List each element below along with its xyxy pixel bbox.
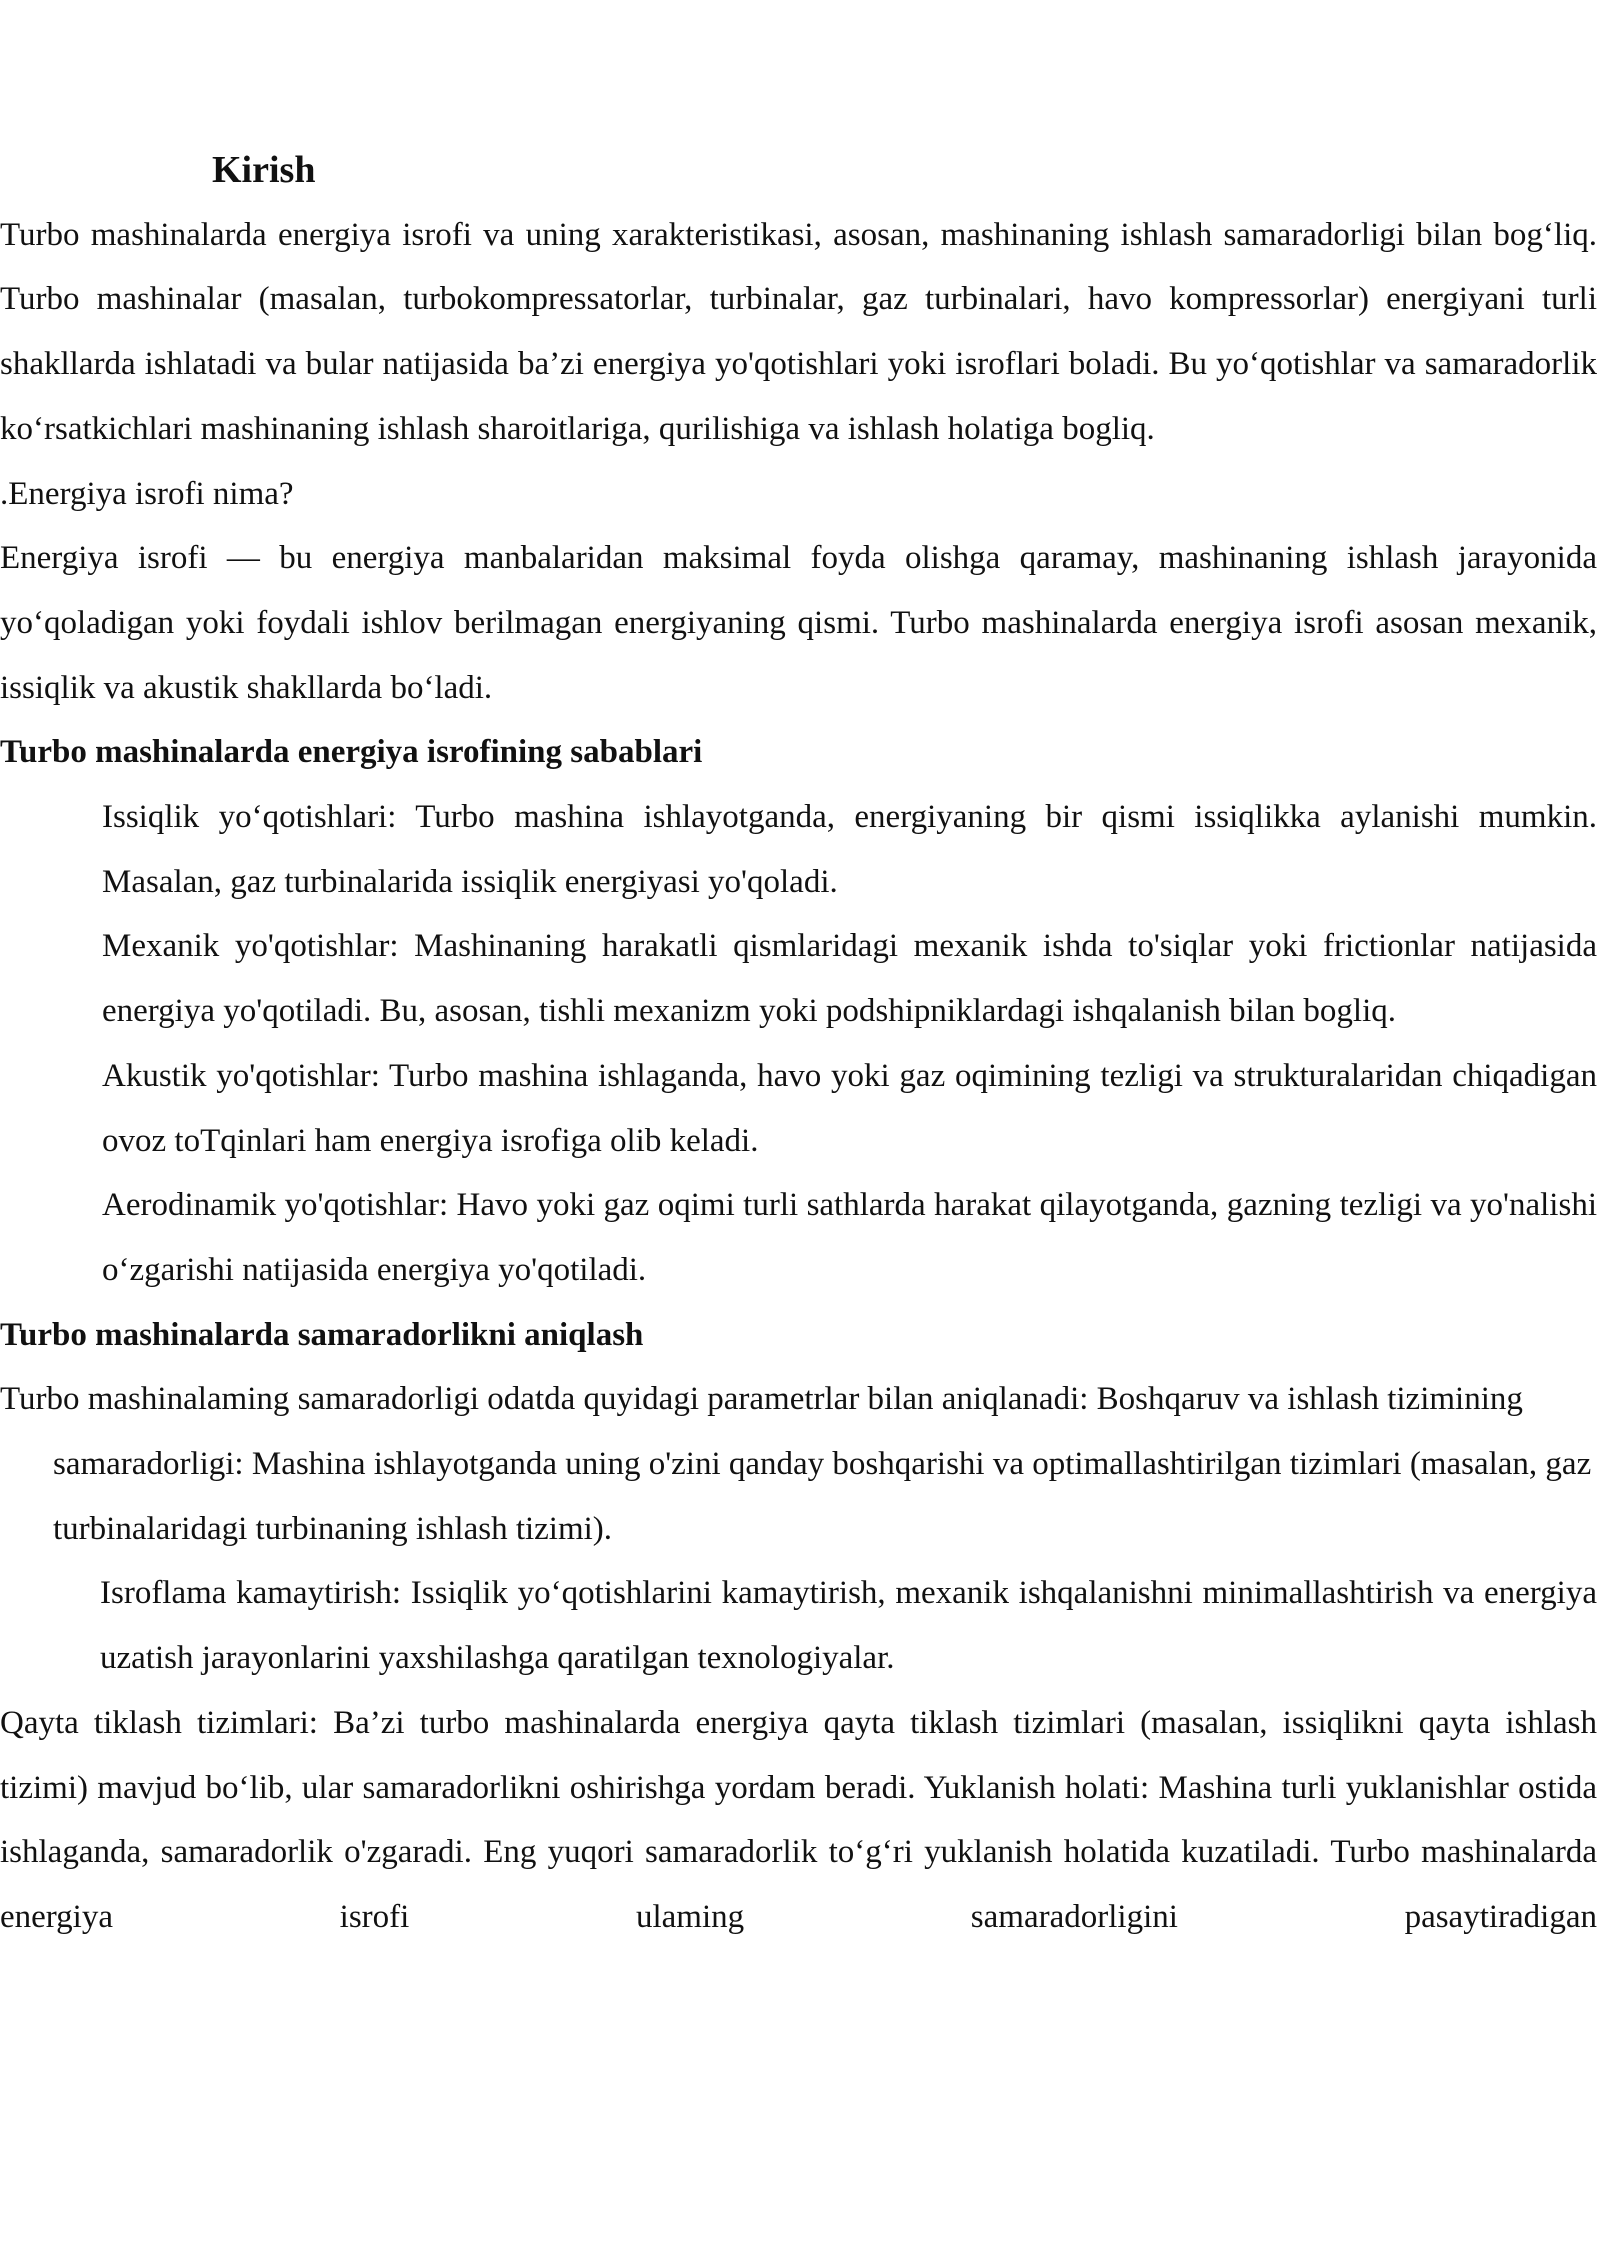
question-line: .Energiya isrofi nima?: [0, 475, 294, 512]
recovery-paragraph: Qayta tiklash tizimlari: Ba’zi turbo mashinalarda energiya qayta tiklash tizimlari (masalan, issiqlikni qayta ishlash tizimi) mavjud bo‘lib, ular samaradorlikni oshirishga yordam beradi. Yuklanish holati: Mashina turli yuklanishlar ostida ishlaganda, samaradorlik o'zgaradi. Eng yuqori samaradorlik to‘g‘ri yuklanish holatida kuzatiladi. Turbo mashinalarda energiya isrofi ulaming samaradorligini pasaytiradigan: [0, 1704, 1597, 1935]
reduction-paragraph: Isroflama kamaytirish: Issiqlik yo‘qotishlarini kamaytirish, mexanik ishqalanishni minimallashtirish va energiya uzatish jarayonlarini yaxshilashga qaratilgan texnologiyalar.: [100, 1575, 1597, 1677]
intro-paragraph: Turbo mashinalarda energiya isrofi va uning xarakteristikasi, asosan, mashinaning ishlash samaradorligi bilan bog‘liq. Turbo mashinalar (masalan, turbokompressatorlar, turbinalar, gaz turbinalari, havo kompressorlar) energiyani turli shakllarda ishlatadi va bular natijasida ba’zi energiya yo'qotishlari yoki isroflari boladi. Bu yo‘qotishlar va samaradorlik ko‘rsatkichlari mashinaning ishlash sharoitlariga, qurilishiga va ishlash holatiga bogliq.: [0, 216, 1597, 447]
document-body: [0, 138, 1597, 1950]
heading-efficiency: Turbo mashinalarda samaradorlikni aniqlash: [0, 1316, 644, 1353]
cause-aerodynamic-loss: Aerodinamik yo'qotishlar: Havo yoki gaz oqimi turli sathlarda harakat qilayotganda, gazning tezligi va yo'nalishi o‘zgarishi natijasida energiya yo'qotiladi.: [102, 1187, 1597, 1288]
cause-mechanical-loss: Mexanik yo'qotishlar: Mashinaning harakatli qismlaridagi mexanik ishda to'siqlar yoki frictionlar natijasida energiya yo'qotiladi. Bu, asosan, tishli mexanizm yoki podshipniklardagi ishqalanish bilan bogliq.: [102, 928, 1597, 1030]
cause-acoustic-loss: Akustik yo'qotishlar: Turbo mashina ishlaganda, havo yoki gaz oqimining tezligi va strukturalaridan chiqadigan ovoz toTqinlari ham energiya isrofiga olib keladi.: [102, 1057, 1597, 1159]
definition-paragraph: Energiya isrofi — bu energiya manbalaridan maksimal foyda olishga qaramay, mashinaning ishlash jarayonida yo‘qoladigan yoki foydali ishlov berilmagan energiyaning qismi. Turbo mashinalarda energiya isrofi asosan mexanik, issiqlik va akustik shakllarda bo‘ladi.: [0, 540, 1597, 706]
document-title: Kirish: [212, 149, 316, 191]
efficiency-intro-paragraph: Turbo mashinalaming samaradorligi odatda quyidagi parametrlar bilan aniqlanadi: Boshqaruv va ishlash tizimining samaradorligi: Mashina ishlayotganda uning o'zini qanday boshqarishi va optimallashtirilgan tizimlari (masalan, gaz turbinalaridagi turbinaning ishlash tizimi).: [0, 1381, 1592, 1547]
heading-causes: Turbo mashinalarda energiya isrofining sabablari: [0, 734, 703, 771]
cause-heat-loss: Issiqlik yo‘qotishlari: Turbo mashina ishlayotganda, energiyaning bir qismi issiqlikka aylanishi mumkin. Masalan, gaz turbinalarida issiqlik energiyasi yo'qoladi.: [102, 799, 1597, 900]
